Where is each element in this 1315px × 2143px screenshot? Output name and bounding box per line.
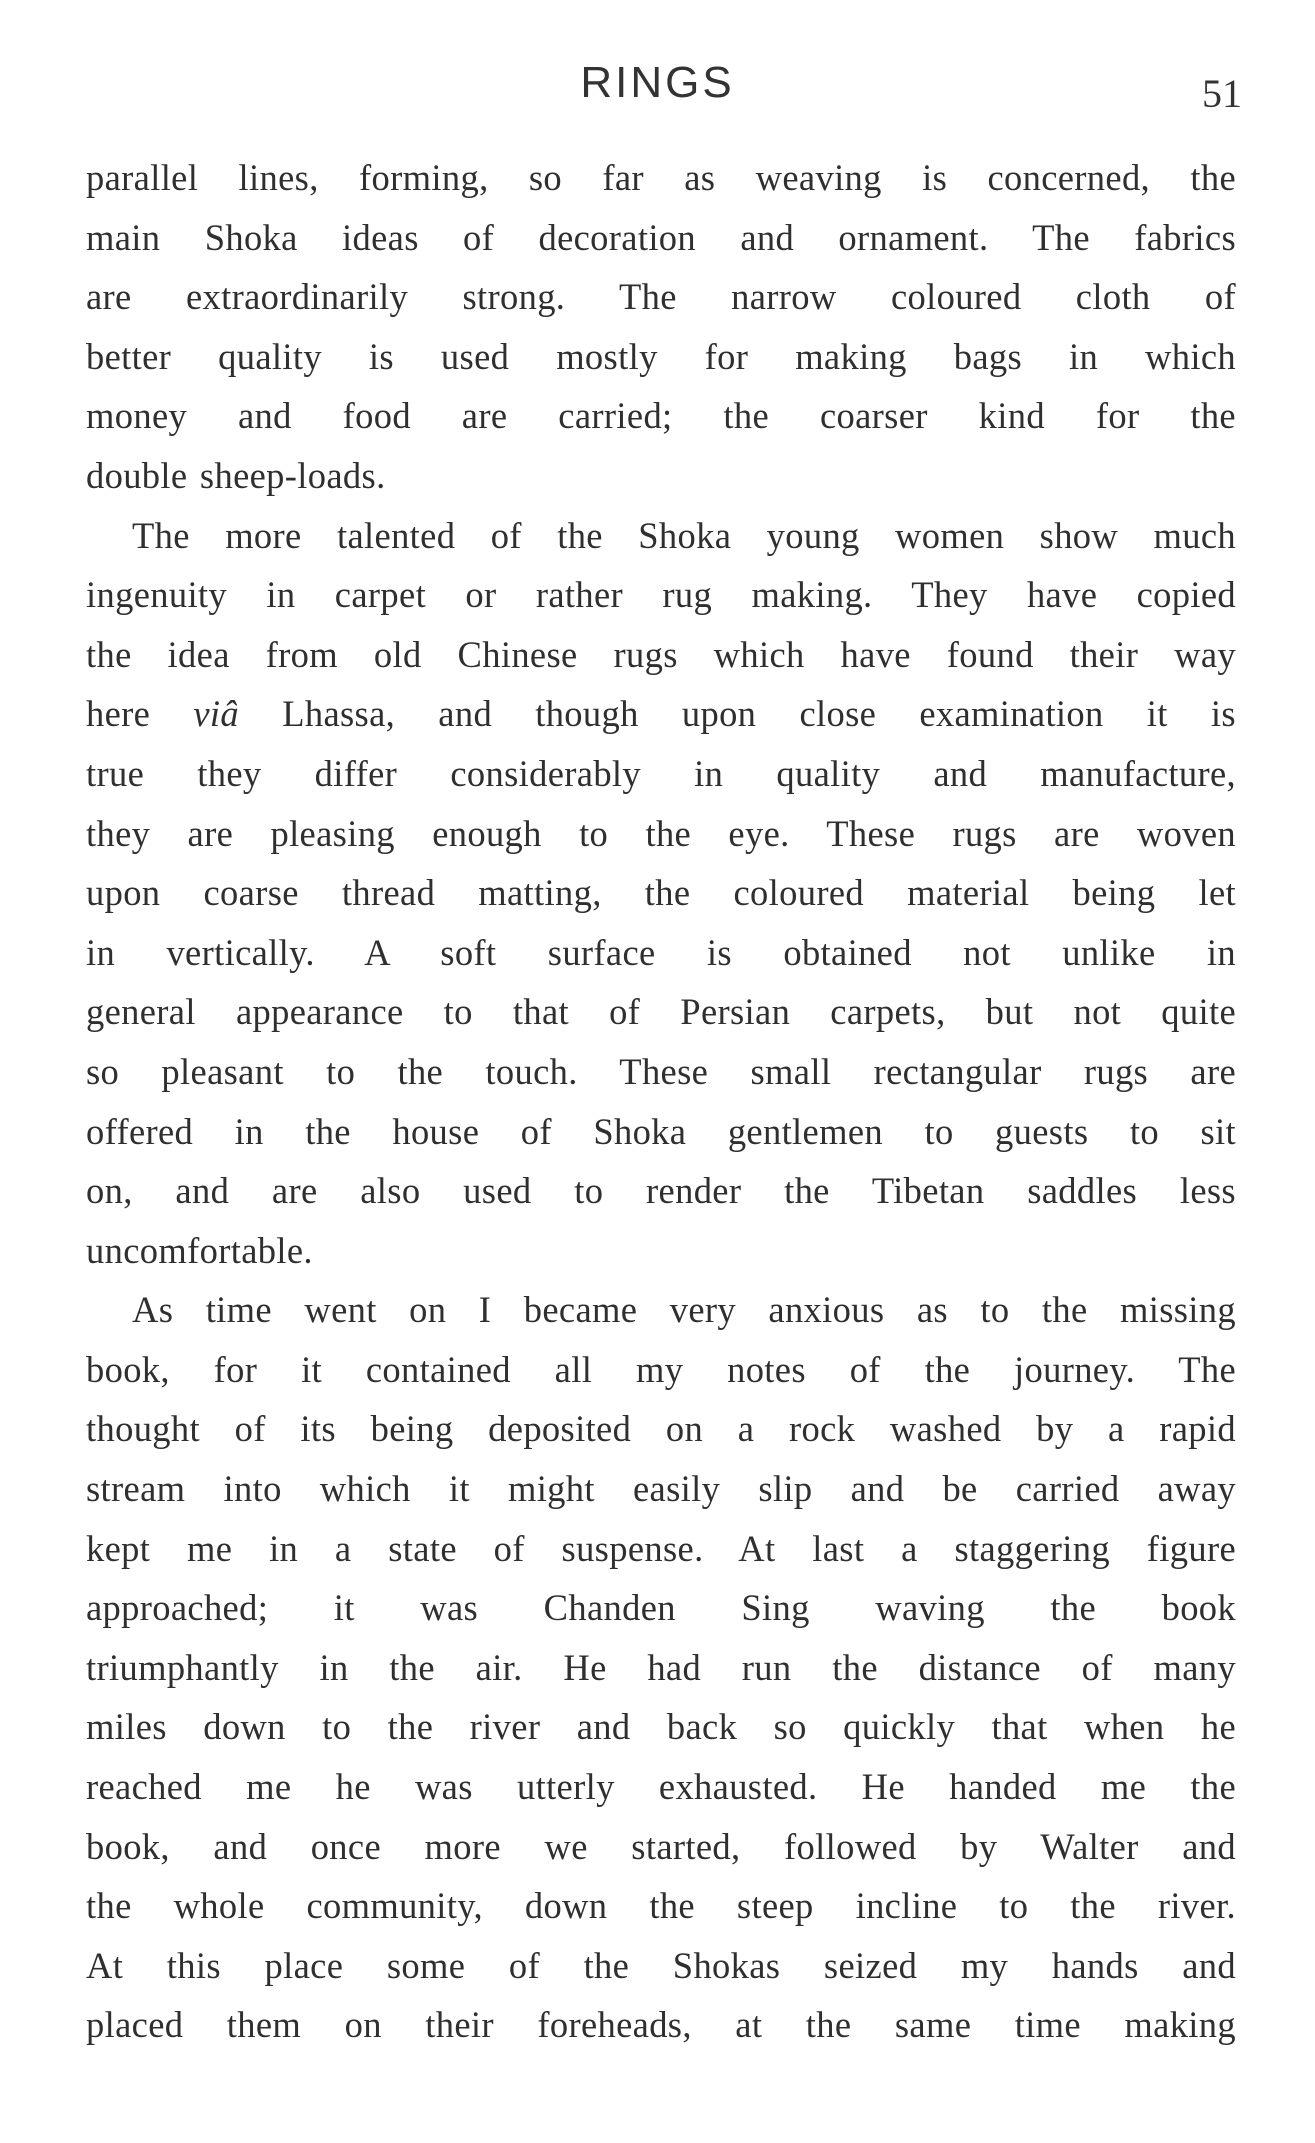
text-line	[86, 684, 1236, 744]
text-line: offered in the house of Shoka gentlemen to guests to sit	[86, 1110, 1236, 1152]
text-line: parallel lines, forming, so far as weaving is concerned, the	[86, 157, 1236, 198]
text-line: the whole community, down the steep incline to the river.	[86, 1885, 1236, 1927]
text-line: money and food are carried; the coarser kind for the	[86, 395, 1236, 437]
italic-word: viâ	[193, 693, 240, 735]
text-line: on, and are also used to render the Tibetan saddles less	[86, 1170, 1236, 1212]
text-line: in vertically. A soft surface is obtained not unlike in	[86, 931, 1236, 973]
text-line: The more talented of the Shoka young women show much	[132, 514, 1236, 556]
text-line: they are pleasing enough to the eye. These rugs are woven	[86, 812, 1236, 854]
text-line: placed them on their foreheads, at the same time making	[86, 2004, 1236, 2046]
page-number: 51	[1202, 71, 1242, 116]
running-head-title: RINGS	[580, 58, 735, 107]
text-line: At this place some of the Shokas seized my hands and	[86, 1944, 1236, 1986]
text-line: upon coarse thread matting, the coloured material being let	[86, 872, 1236, 914]
text-line: main Shoka ideas of decoration and ornament. The fabrics	[86, 216, 1236, 258]
text-line: kept me in a state of suspense. At last a staggering figure	[86, 1527, 1236, 1569]
text-line: stream into which it might easily slip and be carried away	[86, 1468, 1236, 1510]
text-line: reached me he was utterly exhausted. He handed me the	[86, 1766, 1236, 1808]
text-line: true they differ considerably in quality and manufacture,	[86, 752, 1236, 794]
text-line: triumphantly in the air. He had run the distance of many	[86, 1646, 1236, 1688]
text-line: general appearance to that of Persian carpets, but not quite	[86, 991, 1236, 1033]
text-line: As time went on I became very anxious as to the missing	[132, 1289, 1236, 1331]
text-line: the idea from old Chinese rugs which have found their way	[86, 633, 1236, 675]
text-line: uncomfortable.	[86, 1229, 313, 1271]
text-line: book, and once more we started, followed by Walter and	[86, 1825, 1236, 1867]
body-text	[86, 148, 1236, 2055]
text-line: ingenuity in carpet or rather rug making. They have copied	[86, 574, 1236, 616]
text-fragment: here	[86, 693, 194, 735]
text-line: better quality is used mostly for making bags in which	[86, 335, 1236, 377]
text-line: are extraordinarily strong. The narrow coloured cloth of	[86, 276, 1236, 318]
text-line: so pleasant to the touch. These small rectangular rugs are	[86, 1050, 1236, 1092]
text-fragment: Lhassa, and though upon close examination it is	[239, 693, 1236, 735]
text-line: approached; it was Chanden Sing waving the book	[86, 1587, 1236, 1629]
text-line: double sheep-loads.	[86, 454, 386, 496]
text-line: book, for it contained all my notes of the journey. The	[86, 1348, 1236, 1390]
text-line: miles down to the river and back so quickly that when he	[86, 1706, 1236, 1748]
text-line: thought of its being deposited on a rock washed by a rapid	[86, 1408, 1236, 1450]
